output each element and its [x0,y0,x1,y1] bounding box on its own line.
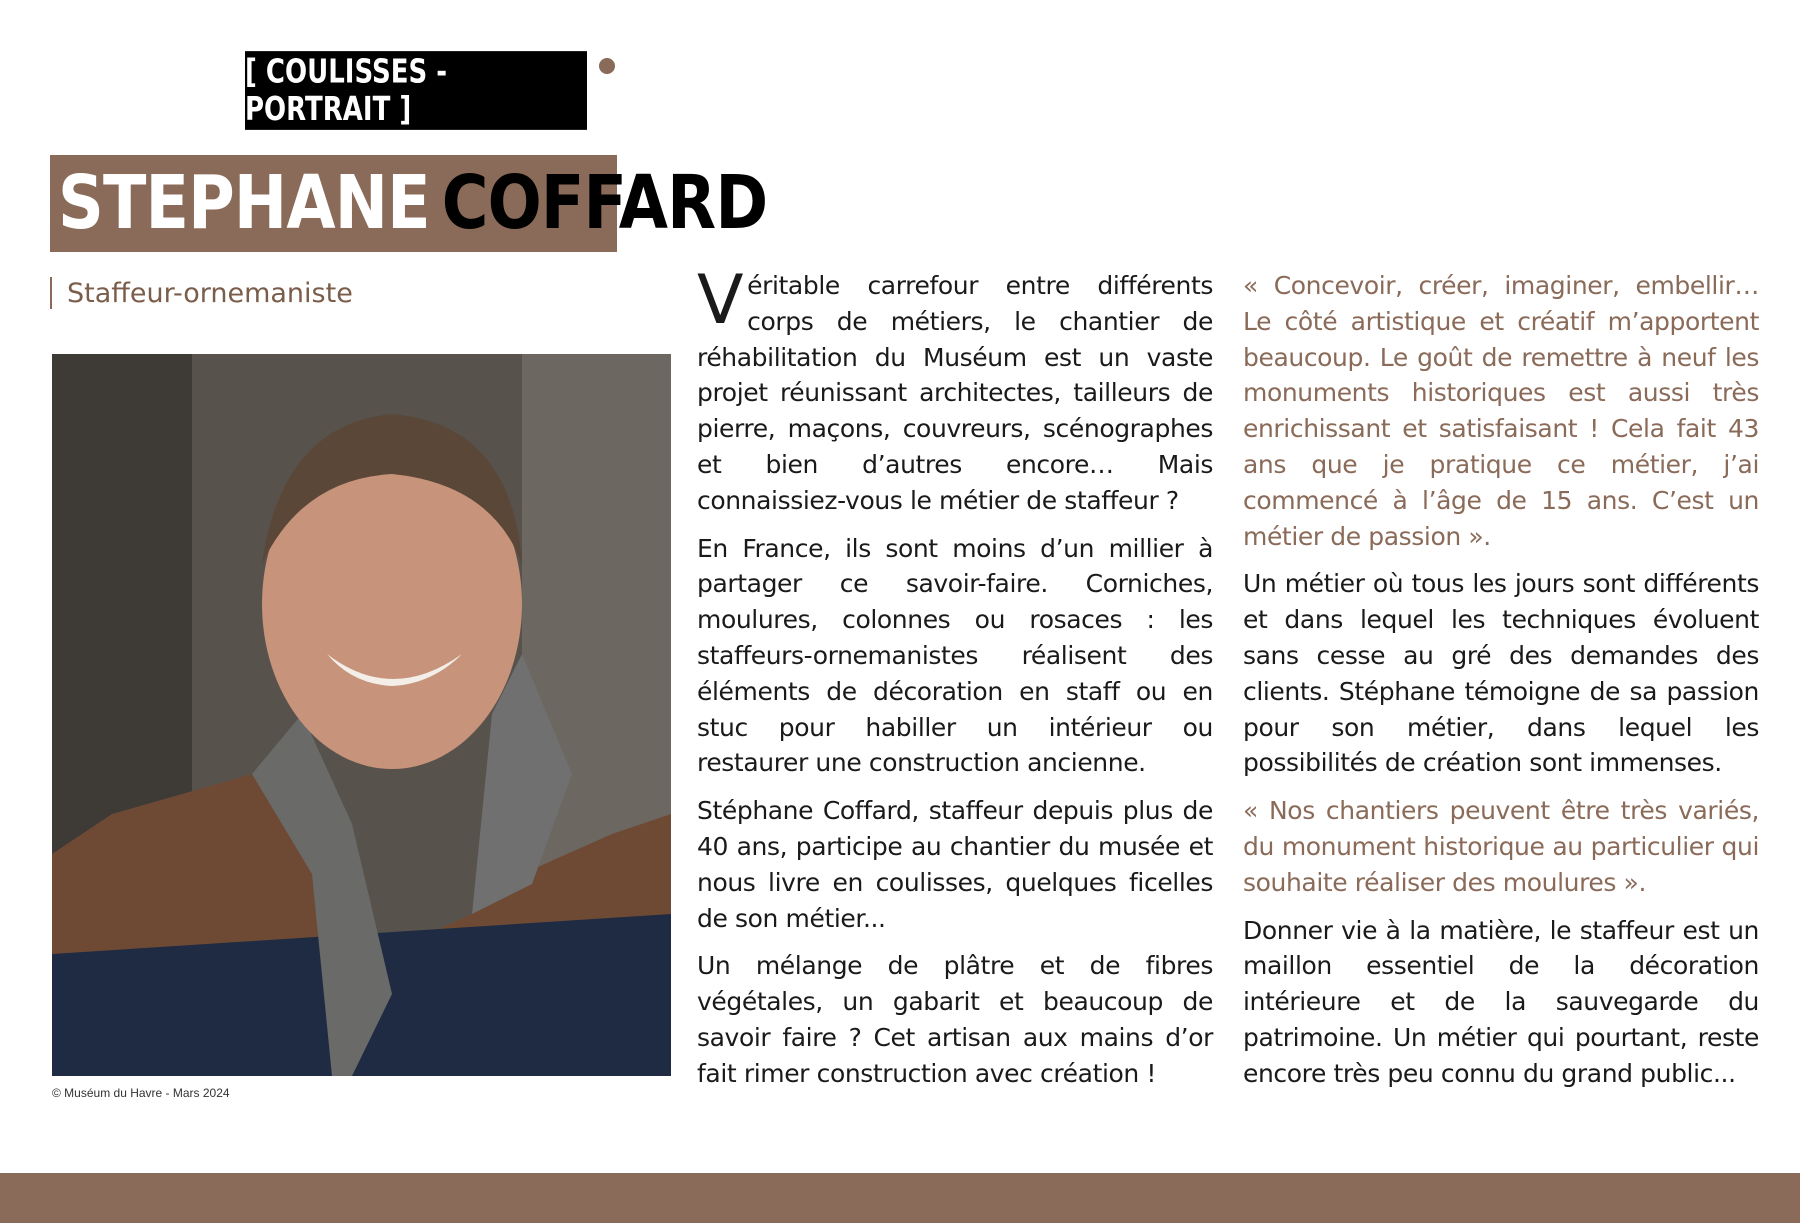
subtitle-divider [50,277,52,309]
article-column-2 [1243,268,1759,1104]
paragraph: Un mélange de plâtre et de fibres végétales, un gabarit et beaucoup de savoir faire ? Cet artisan aux mains d’or fait rimer construction avec création ! [697,951,1213,1088]
quote-block: « Concevoir, créer, imaginer, embellir… Le côté artistique et créatif m’apportent beaucoup. Le goût de remettre à neuf les monuments historiques est aussi très enrichissant et satisfaisant ! Cela fait 43 ans que je pratique ce métier, j’ai commencé à l’âge de 15 ans. C’est un métier de passion ». [1243,271,1759,551]
drop-cap: V [697,261,744,340]
paragraph: Un métier où tous les jours sont différents et dans lequel les techniques évoluent sans cesse au gré des demandes des clients. Stéphane témoigne de sa passion pour son métier, dans lequel les possibilités de création sont immenses. [1243,569,1759,778]
photo-credit: © Muséum du Havre - Mars 2024 [52,1086,230,1100]
role-subtitle: Staffeur-ornemaniste [67,278,353,309]
first-name: STEPHANE [58,160,430,246]
paragraph: En France, ils sont moins d’un millier à partager ce savoir-faire. Corniches, moulures, colonnes ou rosaces : les staffeurs-ornemanistes réalisent des éléments de décoration en staff ou en stuc pour habiller un intérieur ou restaurer une construction ancienne. [697,533,1213,778]
portrait-illustration [52,354,671,1076]
portrait-name [58,148,767,258]
paragraph-intro [697,261,1213,519]
quote-block: « Nos chantiers peuvent être très variés, du monument historique au particulier qui souhaite réaliser des moulures ». [1243,796,1759,897]
footer-bar [0,1173,1800,1223]
portrait-photo [52,354,671,1076]
paragraph: Donner vie à la matière, le staffeur est un maillon essentiel de la décoration intérieure et de la sauvegarde du patrimoine. Un métier qui pourtant, reste encore très peu connu du grand public... [1243,915,1759,1088]
last-name: COFFARD [441,160,768,246]
paragraph: Stéphane Coffard, staffeur depuis plus de 40 ans, participe au chantier du musée et nous livre en coulisses, quelques ficelles de son métier... [697,796,1213,933]
section-tag [245,51,587,130]
article-column-1 [697,261,1213,1104]
decorative-dot [599,58,615,74]
paragraph-intro-text: éritable carrefour entre différents corps de métiers, le chantier de réhabilitation du Muséum est un vaste projet réunissant architectes, tailleurs de pierre, maçons, couvreurs, scénographes et bien d’autres encore… Mais connaissiez-vous le métier de staffeur ? [697,271,1213,515]
section-tag-text: [ COULISSES - PORTRAIT ] [245,53,448,128]
